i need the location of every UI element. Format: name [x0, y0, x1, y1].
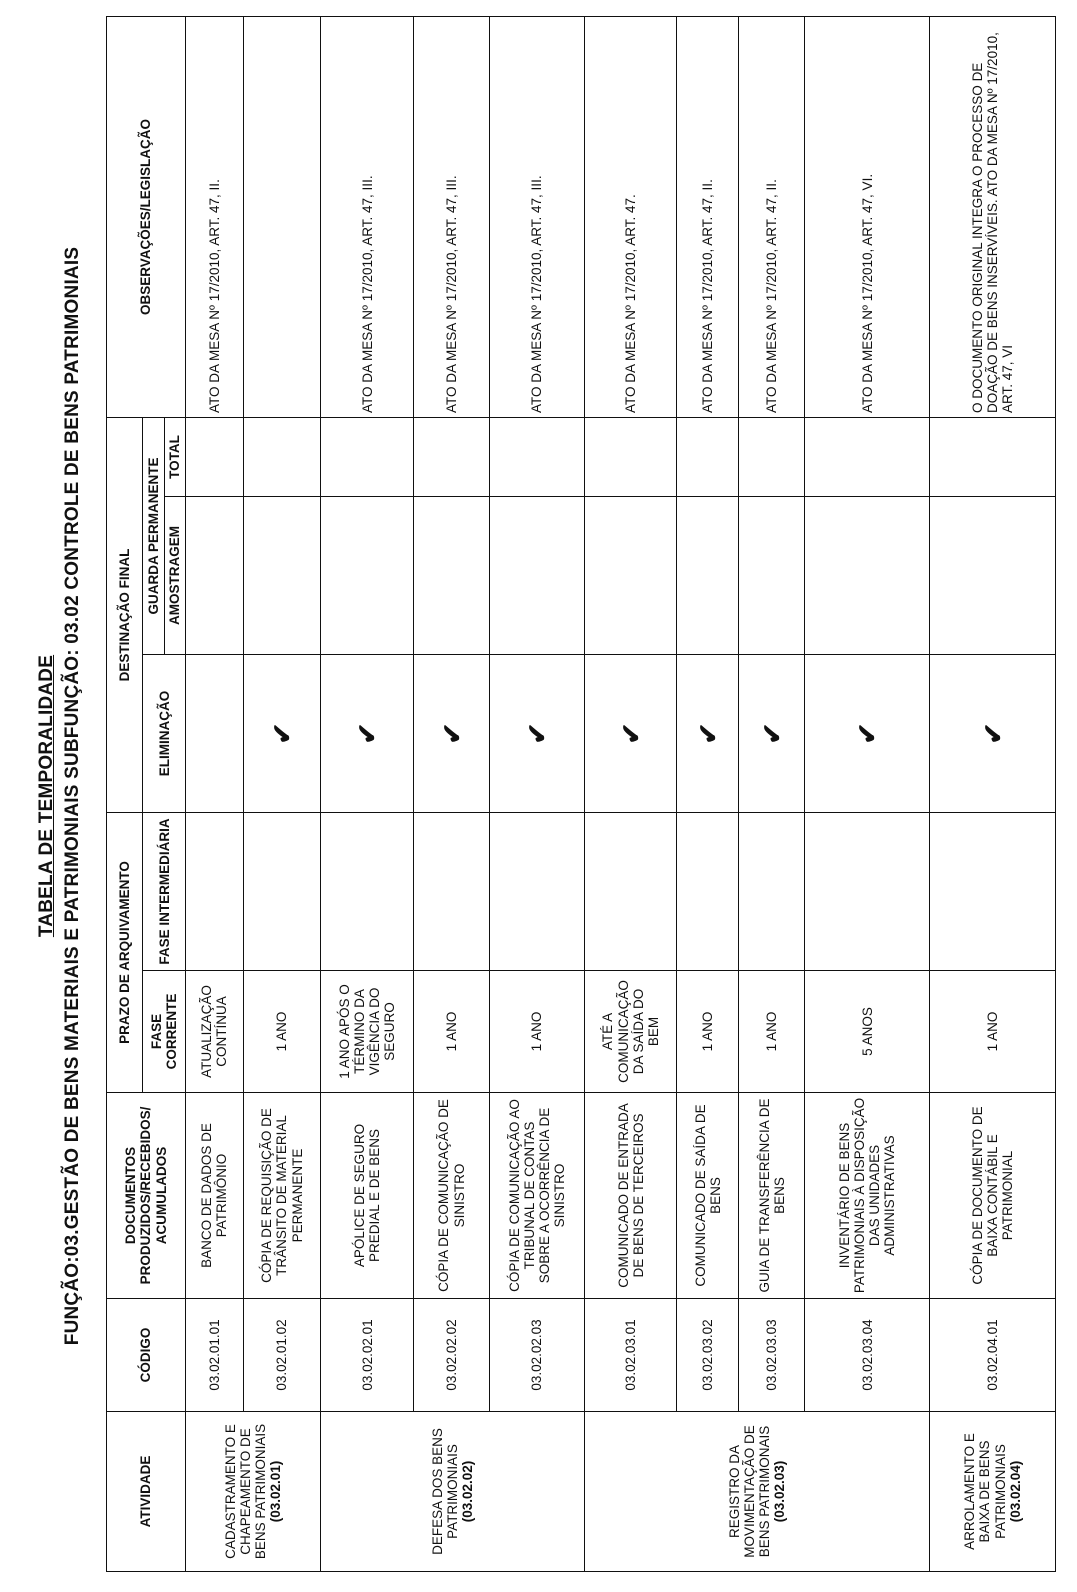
- amostragem-cell: [805, 496, 930, 654]
- activity-code: (03.02.01): [268, 1460, 284, 1523]
- table-row: [243, 16, 321, 1571]
- code-cell: 03.02.02.02: [414, 1299, 490, 1412]
- eliminacao-cell: [805, 654, 930, 812]
- total-cell: [739, 417, 805, 496]
- check-mark-icon: ✔: [521, 722, 552, 745]
- check-mark-icon: ✔: [756, 722, 787, 745]
- fase-intermediaria-cell: [584, 812, 677, 970]
- code-cell: 03.02.02.01: [321, 1299, 414, 1412]
- fase-corrente-cell: 1 ANO: [739, 971, 805, 1093]
- header-codigo: CÓDIGO: [107, 1299, 186, 1412]
- table-row: [930, 16, 1056, 1571]
- table-row: [414, 16, 490, 1571]
- header-guarda: GUARDA PERMANENTE: [143, 417, 164, 654]
- check-mark-icon: ✔: [615, 722, 646, 745]
- fase-corrente-cell: 5 ANOS: [805, 971, 930, 1093]
- document-cell: APÓLICE DE SEGURO PREDIAL E DE BENS: [321, 1093, 414, 1299]
- document-cell: CÓPIA DE DOCUMENTO DE BAIXA CONTÁBIL E PATRIMONIAL: [930, 1093, 1056, 1299]
- amostragem-cell: [414, 496, 490, 654]
- code-cell: 03.02.03.03: [739, 1299, 805, 1412]
- total-cell: [243, 417, 321, 496]
- check-mark-icon: ✔: [267, 722, 298, 745]
- table-row: [677, 16, 739, 1571]
- fase-corrente-cell: 1 ANO: [414, 971, 490, 1093]
- header-documentos: DOCUMENTOS PRODUZIDOS/RECEBIDOS/ ACUMULADOS: [107, 1093, 186, 1299]
- table-row: [584, 16, 677, 1571]
- amostragem-cell: [930, 496, 1056, 654]
- check-mark-icon: ✔: [436, 722, 467, 745]
- page-subtitle: FUNÇÃO:03.GESTÃO DE BENS MATERIAIS E PATRIMONIAIS SUBFUNÇÃO: 03.02 CONTROLE DE BENS PATRIMONIAIS: [62, 246, 83, 1346]
- header-row-1: [107, 16, 143, 1571]
- amostragem-cell: [677, 496, 739, 654]
- activity-label: DEFESA DOS BENS PATRIMONIAIS: [429, 1428, 461, 1555]
- observation-cell: O DOCUMENTO ORIGINAL INTEGRA O PROCESSO DE DOAÇÃO DE BENS INSERVÍVEIS. ATO DA MESA Nº 17/2010, ART. 47, VI: [930, 16, 1056, 417]
- header-fase-intermediaria: FASE INTERMEDIÁRIA: [143, 812, 186, 970]
- amostragem-cell: [584, 496, 677, 654]
- activity-label: REGISTRO DA MOVIMENTAÇÃO DE BENS PATRIMONAIS: [726, 1425, 772, 1558]
- fase-intermediaria-cell: [321, 812, 414, 970]
- eliminacao-cell: [321, 654, 414, 812]
- code-cell: 03.02.02.03: [489, 1299, 584, 1412]
- total-cell: [321, 417, 414, 496]
- fase-intermediaria-cell: [805, 812, 930, 970]
- eliminacao-cell: [739, 654, 805, 812]
- observation-cell: ATO DA MESA Nº 17/2010, ART. 47, III.: [321, 16, 414, 417]
- fase-intermediaria-cell: [186, 812, 244, 970]
- document-cell: CÓPIA DE COMUNICAÇÃO DE SINISTRO: [414, 1093, 490, 1299]
- total-cell: [584, 417, 677, 496]
- code-cell: 03.02.03.02: [677, 1299, 739, 1412]
- check-mark-icon: ✔: [977, 722, 1008, 745]
- code-cell: 03.02.04.01: [930, 1299, 1056, 1412]
- activity-label: CADASTRAMENTO E CHAPEAMENTO DE BENS PATRIMONIAIS: [223, 1423, 269, 1560]
- activity-code: (03.02.03): [772, 1460, 788, 1523]
- document-cell: BANCO DE DADOS DE PATRIMÔNIO: [186, 1093, 244, 1299]
- header-total: TOTAL: [164, 417, 185, 496]
- code-cell: 03.02.03.01: [584, 1299, 677, 1412]
- eliminacao-cell: [186, 654, 244, 812]
- fase-intermediaria-cell: [243, 812, 321, 970]
- header-atividade: ATIVIDADE: [107, 1412, 186, 1572]
- observation-cell: ATO DA MESA Nº 17/2010, ART. 47, VI.: [805, 16, 930, 417]
- header-prazo: PRAZO DE ARQUIVAMENTO: [107, 812, 143, 1092]
- title-block: [0, 0, 110, 1592]
- observation-cell: ATO DA MESA Nº 17/2010, ART. 47.: [584, 16, 677, 417]
- fase-corrente-cell: 1 ANO: [489, 971, 584, 1093]
- fase-intermediaria-cell: [414, 812, 490, 970]
- eliminacao-cell: [930, 654, 1056, 812]
- activity-cell: [930, 1412, 1056, 1572]
- document-cell: CÓPIA DE REQUISIÇÃO DE TRÂNSITO DE MATERIAL PERMANENTE: [243, 1093, 321, 1299]
- total-cell: [930, 417, 1056, 496]
- activity-cell: [584, 1412, 929, 1572]
- fase-corrente-cell: 1 ANO: [930, 971, 1056, 1093]
- amostragem-cell: [739, 496, 805, 654]
- observation-cell: ATO DA MESA Nº 17/2010, ART. 47, II.: [186, 16, 244, 417]
- fase-intermediaria-cell: [930, 812, 1056, 970]
- activity-cell: [321, 1412, 584, 1572]
- check-mark-icon: ✔: [352, 722, 383, 745]
- document-cell: INVENTÁRIO DE BENS PATRIMONIAIS À DISPOSIÇÃO DAS UNIDADES ADMINISTRATIVAS: [805, 1093, 930, 1299]
- fase-corrente-cell: 1 ANO: [243, 971, 321, 1093]
- amostragem-cell: [489, 496, 584, 654]
- eliminacao-cell: [677, 654, 739, 812]
- check-mark-icon: ✔: [692, 722, 723, 745]
- code-cell: 03.02.01.02: [243, 1299, 321, 1412]
- document-cell: CÓPIA DE COMUNICAÇÃO AO TRIBUNAL DE CONTAS SOBRE A OCORRÊNCIA DE SINISTRO: [489, 1093, 584, 1299]
- temporality-table: [106, 16, 1056, 1572]
- document-cell: GUIA DE TRANSFERÊNCIA DE BENS: [739, 1093, 805, 1299]
- table-row: [489, 16, 584, 1571]
- table-row: [805, 16, 930, 1571]
- activity-code: (03.02.02): [460, 1460, 476, 1523]
- table-row: [739, 16, 805, 1571]
- amostragem-cell: [186, 496, 244, 654]
- page-title: TABELA DE TEMPORALIDADE: [36, 654, 57, 938]
- total-cell: [414, 417, 490, 496]
- observation-cell: ATO DA MESA Nº 17/2010, ART. 47, II.: [677, 16, 739, 417]
- header-amostragem: AMOSTRAGEM: [164, 496, 185, 654]
- code-cell: 03.02.01.01: [186, 1299, 244, 1412]
- eliminacao-cell: [584, 654, 677, 812]
- header-destinacao: DESTINAÇÃO FINAL: [107, 417, 143, 812]
- table-row: [321, 16, 414, 1571]
- eliminacao-cell: [243, 654, 321, 812]
- amostragem-cell: [243, 496, 321, 654]
- table-row: [186, 16, 244, 1571]
- fase-corrente-cell: 1 ANO: [677, 971, 739, 1093]
- total-cell: [489, 417, 584, 496]
- fase-intermediaria-cell: [739, 812, 805, 970]
- fase-intermediaria-cell: [489, 812, 584, 970]
- header-observacoes: OBSERVAÇÕES/LEGISLAÇÃO: [107, 16, 186, 417]
- observation-cell: ATO DA MESA Nº 17/2010, ART. 47, II.: [739, 16, 805, 417]
- check-mark-icon: ✔: [852, 722, 883, 745]
- activity-cell: [186, 1412, 321, 1572]
- activity-label: ARROLAMENTO E BAIXA DE BENS PATRIMONIAIS: [962, 1433, 1008, 1550]
- fase-corrente-cell: ATÉ A COMUNICAÇÃO DA SAÍDA DO BEM: [584, 971, 677, 1093]
- observation-cell: [243, 16, 321, 417]
- header-eliminacao: ELIMINAÇÃO: [143, 654, 186, 812]
- fase-corrente-cell: ATUALIZAÇÃO CONTÍNUA: [186, 971, 244, 1093]
- document-cell: COMUNICADO DE ENTRADA DE BENS DE TERCEIROS: [584, 1093, 677, 1299]
- eliminacao-cell: [414, 654, 490, 812]
- header-fase-corrente: FASE CORRENTE: [143, 971, 186, 1093]
- code-cell: 03.02.03.04: [805, 1299, 930, 1412]
- observation-cell: ATO DA MESA Nº 17/2010, ART. 47, III.: [414, 16, 490, 417]
- eliminacao-cell: [489, 654, 584, 812]
- total-cell: [186, 417, 244, 496]
- total-cell: [677, 417, 739, 496]
- document-cell: COMUNICADO DE SAÍDA DE BENS: [677, 1093, 739, 1299]
- fase-corrente-cell: 1 ANO APÓS O TÉRMINO DA VIGÊNCIA DO SEGURO: [321, 971, 414, 1093]
- amostragem-cell: [321, 496, 414, 654]
- activity-code: (03.02.04): [1007, 1460, 1023, 1523]
- fase-intermediaria-cell: [677, 812, 739, 970]
- observation-cell: ATO DA MESA Nº 17/2010, ART. 47, III.: [489, 16, 584, 417]
- total-cell: [805, 417, 930, 496]
